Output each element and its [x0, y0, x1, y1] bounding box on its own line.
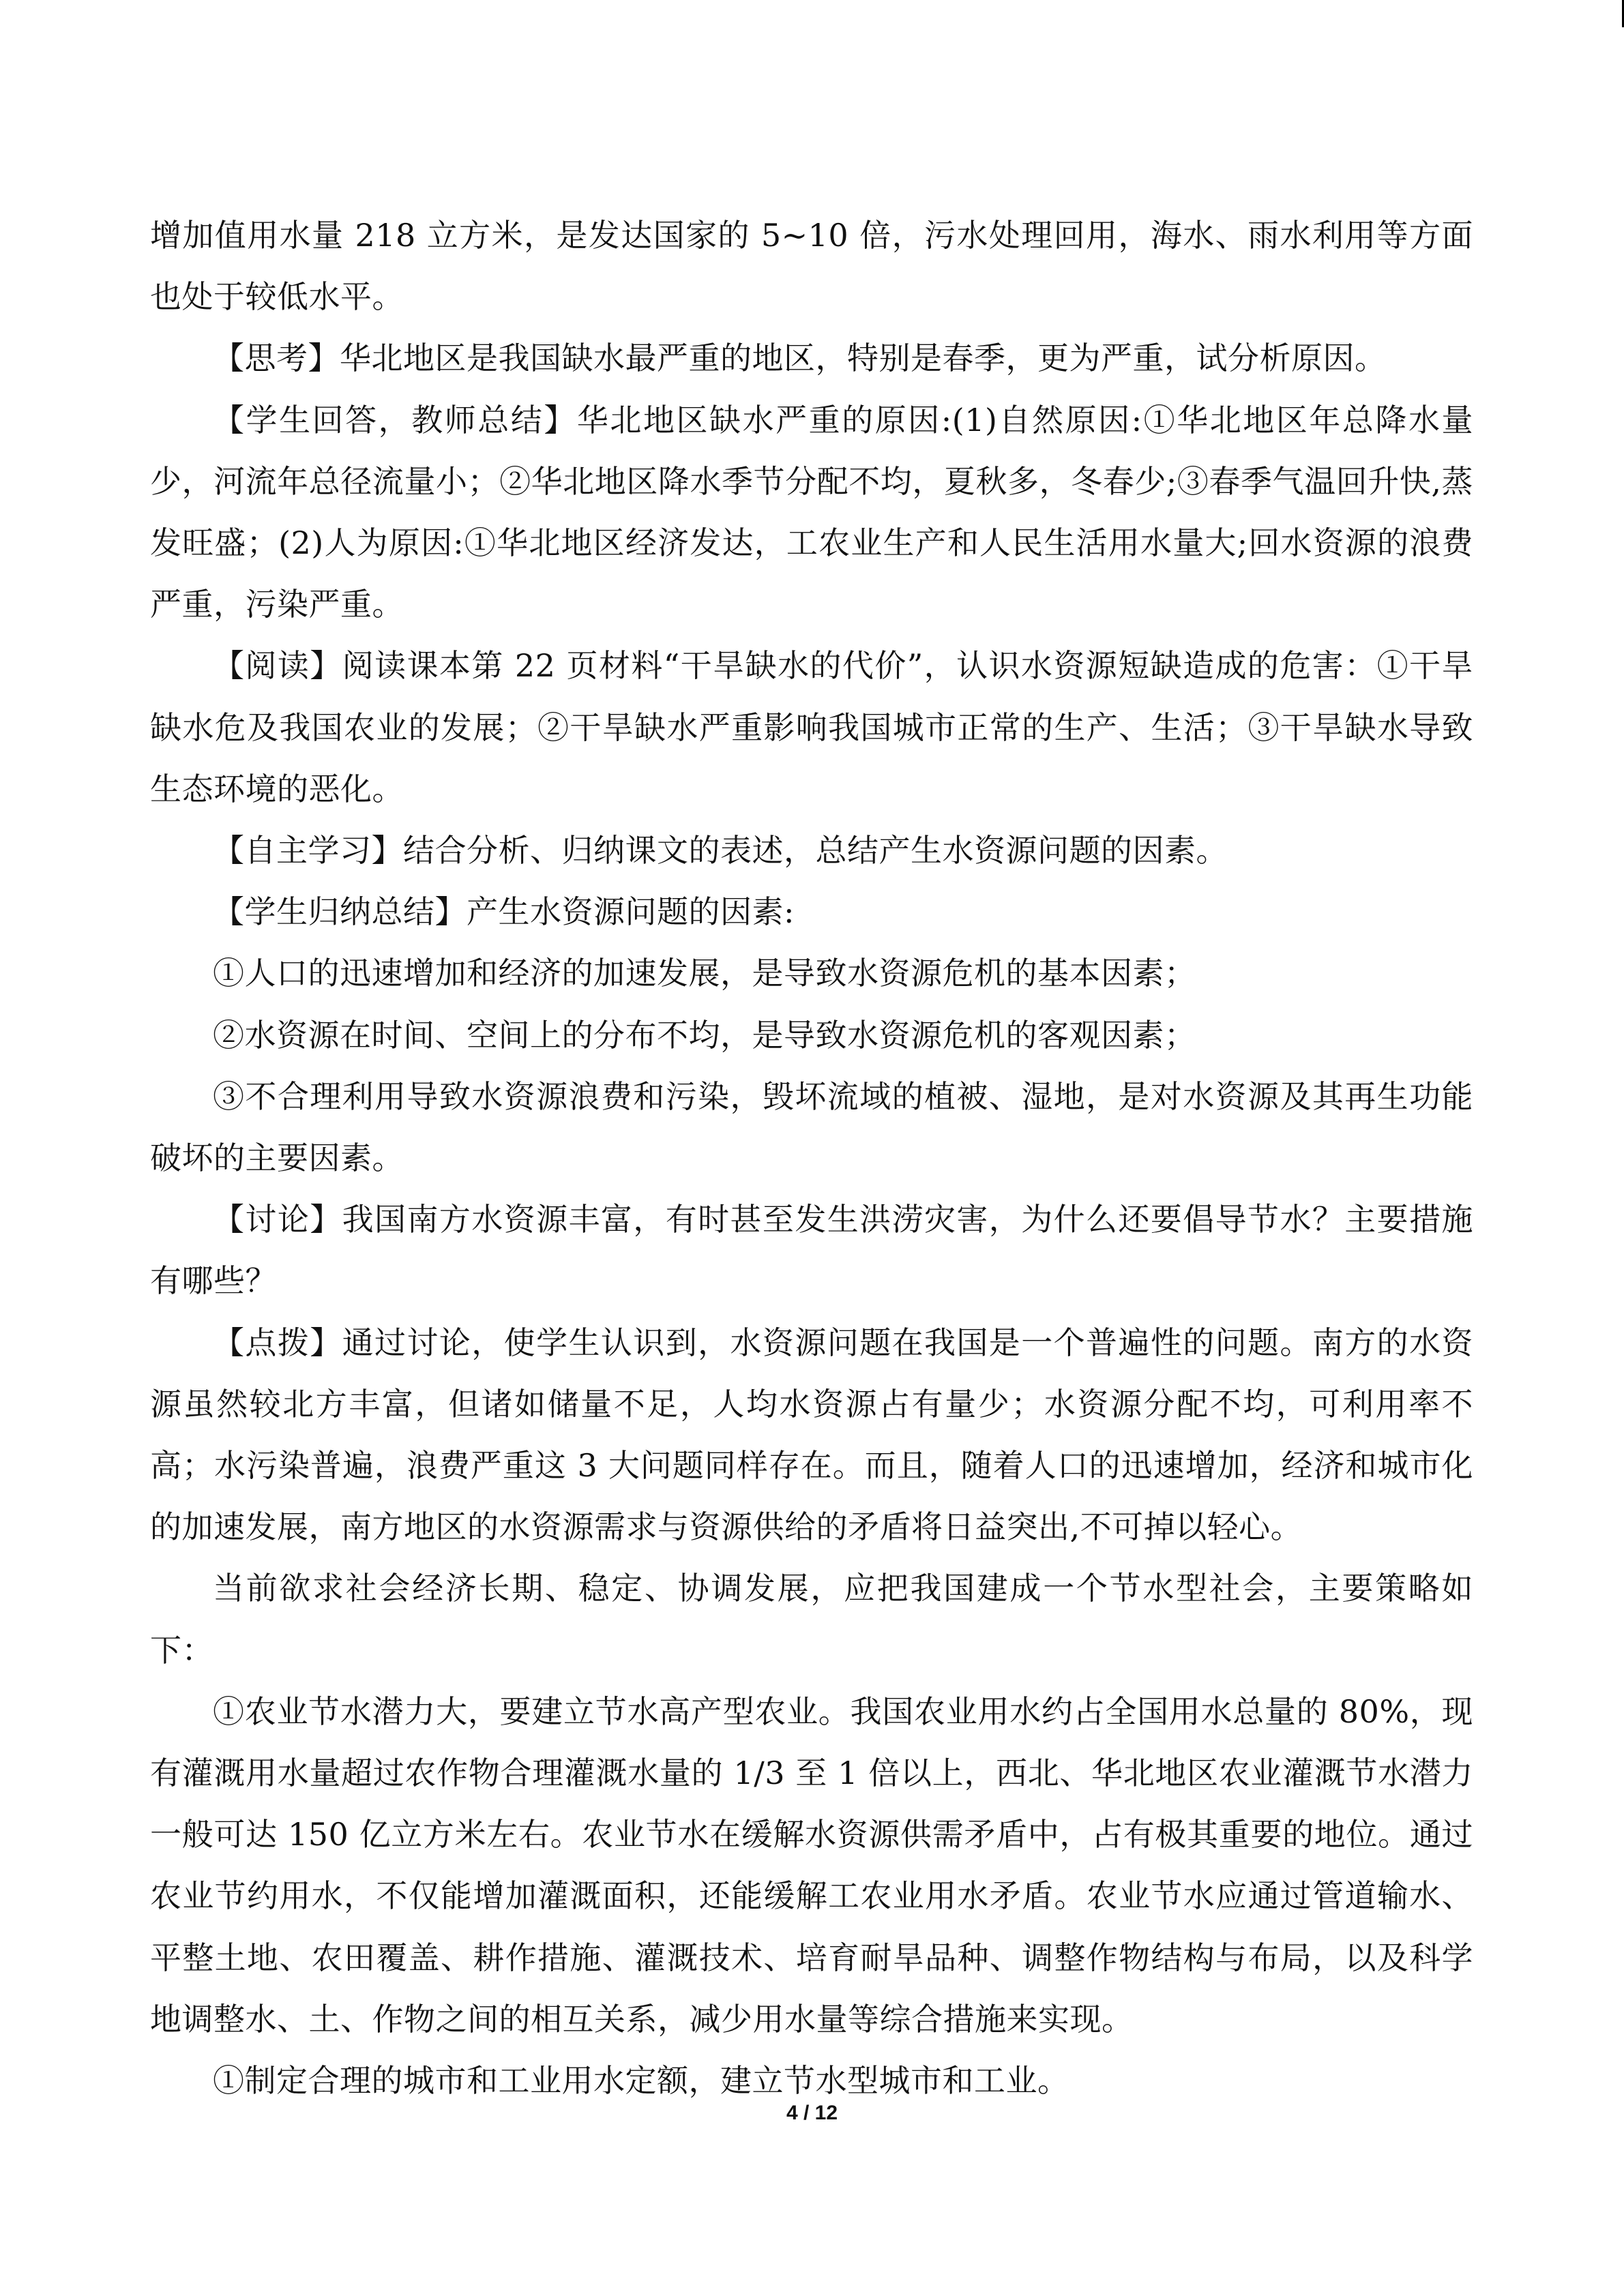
paragraph-agriculture: ①农业节水潜力大，要建立节水高产型农业。我国农业用水约占全国用水总量的 80%，现有灌溉用水量超过农作物合理灌溉水量的 1/3 至 1 倍以上，西北、华北地区农业灌溉节水潜力一般可达 150 亿立方米左右。农业节水在缓解水资源供需矛盾中，占有极其重要的地位。通过农业节约用水，不仅能增加灌溉面积，还能缓解工农业用水矛盾。农业节水应通过管道输水、平整土地、农田覆盖、耕作措施、灌溉技术、培育耐旱品种、调整作物结构与布局，以及科学地调整水、土、作物之间的相互关系，减少用水量等综合措施来实现。	[150, 1693, 1473, 2038]
page-number: 4 / 12	[786, 2102, 838, 2124]
paragraph-factor-3: ③不合理利用导致水资源浪费和污染，毁坏流域的植被、湿地，是对水资源及其再生功能破坏的主要因素。	[150, 1077, 1473, 1177]
paragraph-student-answer: 【学生回答，教师总结】华北地区缺水严重的原因:(1)自然原因:①华北地区年总降水量少，河流年总径流量小；②华北地区降水季节分配不均，夏秋多，冬春少;③春季气温回升快,蒸发旺盛；(2)人为原因:①华北地区经济发达，工农业生产和人民生活用水量大;回水资源的浪费严重，污染严重。	[150, 401, 1473, 623]
paragraph: 增加值用水量 218 立方米，是发达国家的 5~10 倍，污水处理回用，海水、雨水利用等方面也处于较低水平。	[150, 217, 1473, 316]
paragraph-reading: 【阅读】阅读课本第 22 页材料“干旱缺水的代价”，认识水资源短缺造成的危害：①干旱缺水危及我国农业的发展；②干旱缺水严重影响我国城市正常的生产、生活；③干旱缺水导致生态环境的恶化。	[150, 647, 1473, 807]
paragraph-guidance: 【点拨】通过讨论，使学生认识到，水资源问题在我国是一个普遍性的问题。南方的水资源虽然较北方丰富，但诸如储量不足，人均水资源占有量少；水资源分配不均，可利用率不高；水污染普遍，浪费严重这 3 大问题同样存在。而且，随着人口的迅速增加，经济和城市化的加速发展，南方地区的水资源需求与资源供给的矛盾将日益突出,不可掉以轻心。	[150, 1324, 1473, 1546]
paragraph-strategy-intro: 当前欲求社会经济长期、稳定、协调发展，应把我国建成一个节水型社会，主要策略如下：	[150, 1570, 1473, 1669]
paragraph-self-study: 【自主学习】结合分析、归纳课文的表述，总结产生水资源问题的因素。	[213, 832, 1228, 869]
document-body	[150, 205, 1473, 2111]
paragraph-factor-1: ①人口的迅速增加和经济的加速发展，是导致水资源危机的基本因素；	[213, 955, 1196, 992]
paragraph-student-summary: 【学生归纳总结】产生水资源问题的因素:	[213, 893, 795, 931]
paragraph-city-industry: ①制定合理的城市和工业用水定额，建立节水型城市和工业。	[213, 2062, 1069, 2100]
paragraph-factor-2: ②水资源在时间、空间上的分布不均，是导致水资源危机的客观因素；	[213, 1016, 1196, 1054]
paragraph-think: 【思考】华北地区是我国缺水最严重的地区，特别是春季，更为严重，试分析原因。	[213, 340, 1387, 377]
paragraph-discussion: 【讨论】我国南方水资源丰富，有时甚至发生洪涝灾害，为什么还要倡导节水？主要措施有哪些？	[150, 1201, 1473, 1300]
